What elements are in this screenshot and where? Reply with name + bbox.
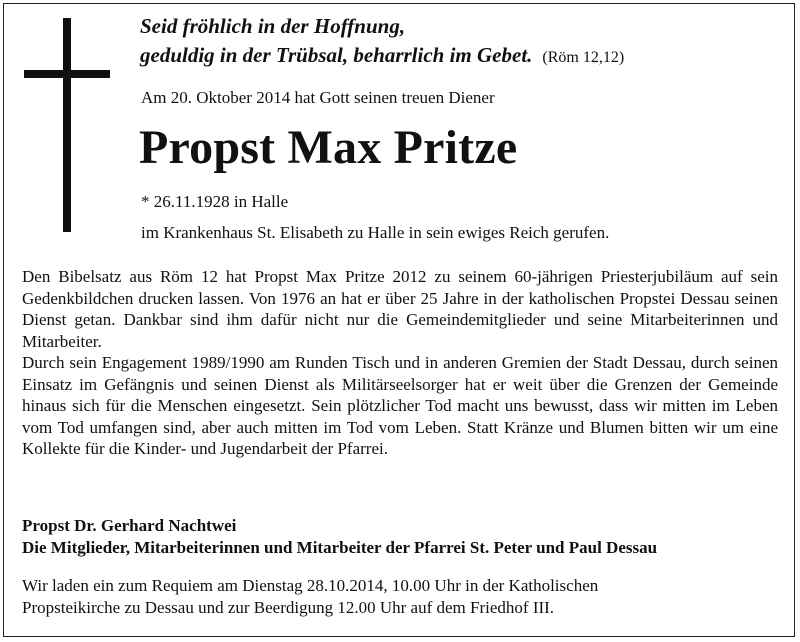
body-paragraph-2: Durch sein Engagement 1989/1990 am Runden Tisch und in anderen Gremien der Stadt Dessau, durch seinen Einsatz im Gefängnis und seinen Dienst als Militärseelsorger hat er weit über die Grenzen der Gemeinde hinaus sich für die Menschen eingesetzt. Sein plötzlicher Tod macht uns bewusst, dass wir mitten im Leben vom Tod umfangen sind, aber auch mitten im Tod vom Leben. Statt Kränze und Blumen bitten wir um eine Kollekte für die Kinder- und Jugendarbeit der Pfarrei. (22, 353, 778, 458)
invitation-line-1: Wir laden ein zum Requiem am Dienstag 28.10.2014, 10.00 Uhr in der Katholischen (22, 576, 599, 595)
invitation-line-2: Propsteikirche zu Dessau und zur Beerdigung 12.00 Uhr auf dem Friedhof III. (22, 597, 555, 617)
verse-line-2-text: geduldig in der Trübsal, beharrlich im Gebet. (140, 43, 533, 67)
body-paragraph-1: Den Bibelsatz aus Röm 12 hat Propst Max Pritze 2012 zu seinem 60-jährigen Priesterjubiläum auf sein Gedenkbildchen drucken lassen. Von 1976 an hat er über 25 Jahre in der katholischen Propstei Dessau seinen Dienst getan. Dankbar sind ihm dafür nicht nur die Gemeindemitglieder und seine Mitarbeiterinnen und Mitarbeiter. (22, 267, 778, 351)
cross-horizontal-bar (24, 70, 110, 78)
death-place-text: im Krankenhaus St. Elisabeth zu Halle in sein ewiges Reich gerufen. (141, 223, 610, 242)
obituary-body (22, 266, 778, 460)
birth-date: * 26.11.1928 in Halle (141, 192, 289, 211)
deceased-name: Propst Max Pritze (139, 121, 518, 174)
signer-line-2: Die Mitglieder, Mitarbeiterinnen und Mitarbeiter der Pfarrei St. Peter und Paul Dessau (22, 538, 658, 557)
funeral-invitation (22, 575, 598, 618)
signers (22, 515, 657, 559)
signer-line-1: Propst Dr. Gerhard Nachtwei (22, 516, 237, 535)
verse-line-2 (140, 41, 624, 72)
intro-text: Am 20. Oktober 2014 hat Gott seinen treuen Diener (141, 88, 495, 107)
cross-vertical-bar (63, 18, 71, 232)
verse-line-1: Seid fröhlich in der Hoffnung, (140, 14, 406, 38)
verse-reference: (Röm 12,12) (542, 49, 625, 66)
bible-verse (140, 12, 624, 72)
